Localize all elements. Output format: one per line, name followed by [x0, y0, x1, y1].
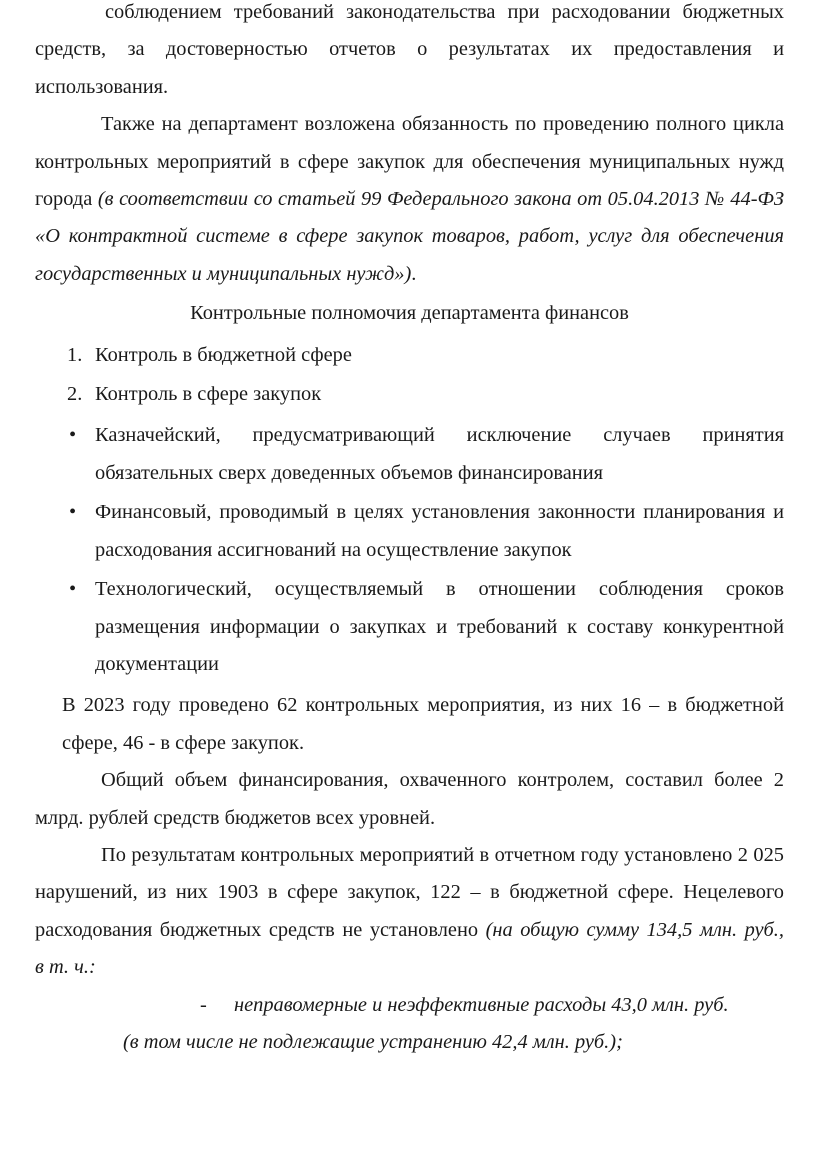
list-item: [35, 417, 784, 492]
numbered-list: [35, 337, 784, 414]
section-heading: Контрольные полномочия департамента финансов: [190, 302, 629, 325]
list-item-text: Контроль в сфере закупок: [95, 383, 322, 406]
results-amount: (на общую сумму 134,5 млн. руб., в т. ч.:: [35, 918, 815, 979]
results-text: По результатам контрольных мероприятий в отчетном году установлено 2 025 нарушений, из них 1903 в сфере закупок, 122 – в бюджетной сфере. Нецелевого расходования бюджетных средств не установлено: [35, 843, 784, 941]
duties-end: .: [411, 262, 417, 285]
paragraph-continuation: соблюдением требований законодательства при расходовании бюджетных средств, за достоверностью отчетов о результатах их предоставления и использования.: [35, 1, 784, 98]
law-reference: (в соответствии со статьей 99 Федерального закона от 05.04.2013 № 44-ФЗ «О контрактной системе в сфере закупок товаров, работ, услуг для обеспечения государственных и муниципальных нужд»): [35, 188, 784, 285]
list-item: [35, 337, 784, 374]
list-item-text: Контроль в бюджетной сфере: [95, 343, 352, 366]
duties-text: Также на департамент возложена обязанность по проведению полного цикла контрольных мероприятий в сфере закупок для обеспечения муниципальных нужд города: [35, 113, 784, 211]
paragraph-department-duties: [35, 106, 784, 293]
paragraph-financing: Общий объем финансирования, охваченного контролем, составил более 2 млрд. рублей средств бюджетов всех уровней.: [35, 769, 784, 829]
list-item: [35, 571, 784, 683]
paragraph-control-events: В 2023 году проведено 62 контрольных мероприятия, из них 16 – в бюджетной сфере, 46 - в сфере закупок.: [62, 694, 784, 754]
bullet-marker: •: [69, 578, 77, 601]
bullet-marker: •: [69, 424, 77, 447]
bullet-marker: •: [69, 501, 77, 524]
final-note-text: (в том числе не подлежащие устранению 42,4 млн. руб.);: [123, 1030, 623, 1053]
final-note: [35, 1024, 784, 1061]
list-item: [35, 376, 784, 413]
list-marker: 2.: [67, 383, 83, 406]
list-item-text: Финансовый, проводимый в целях установления законности планирования и расходования ассигнований на осуществление закупок: [95, 501, 784, 561]
list-item-text: Казначейский, предусматривающий исключение случаев принятия обязательных сверх доведенных объемов финансирования: [95, 424, 784, 484]
bullet-list: [35, 417, 784, 683]
dash-item-text: неправомерные и неэффективные расходы 43,0 млн. руб.: [234, 993, 729, 1016]
list-item: [35, 494, 784, 569]
list-item-text: Технологический, осуществляемый в отношении соблюдения сроков размещения информации о закупках и требований к составу конкурентной документации: [95, 578, 784, 675]
list-marker: 1.: [67, 343, 83, 366]
dash-item: [35, 987, 784, 1024]
paragraph-results: [35, 837, 815, 987]
dash-marker: -: [200, 993, 207, 1016]
